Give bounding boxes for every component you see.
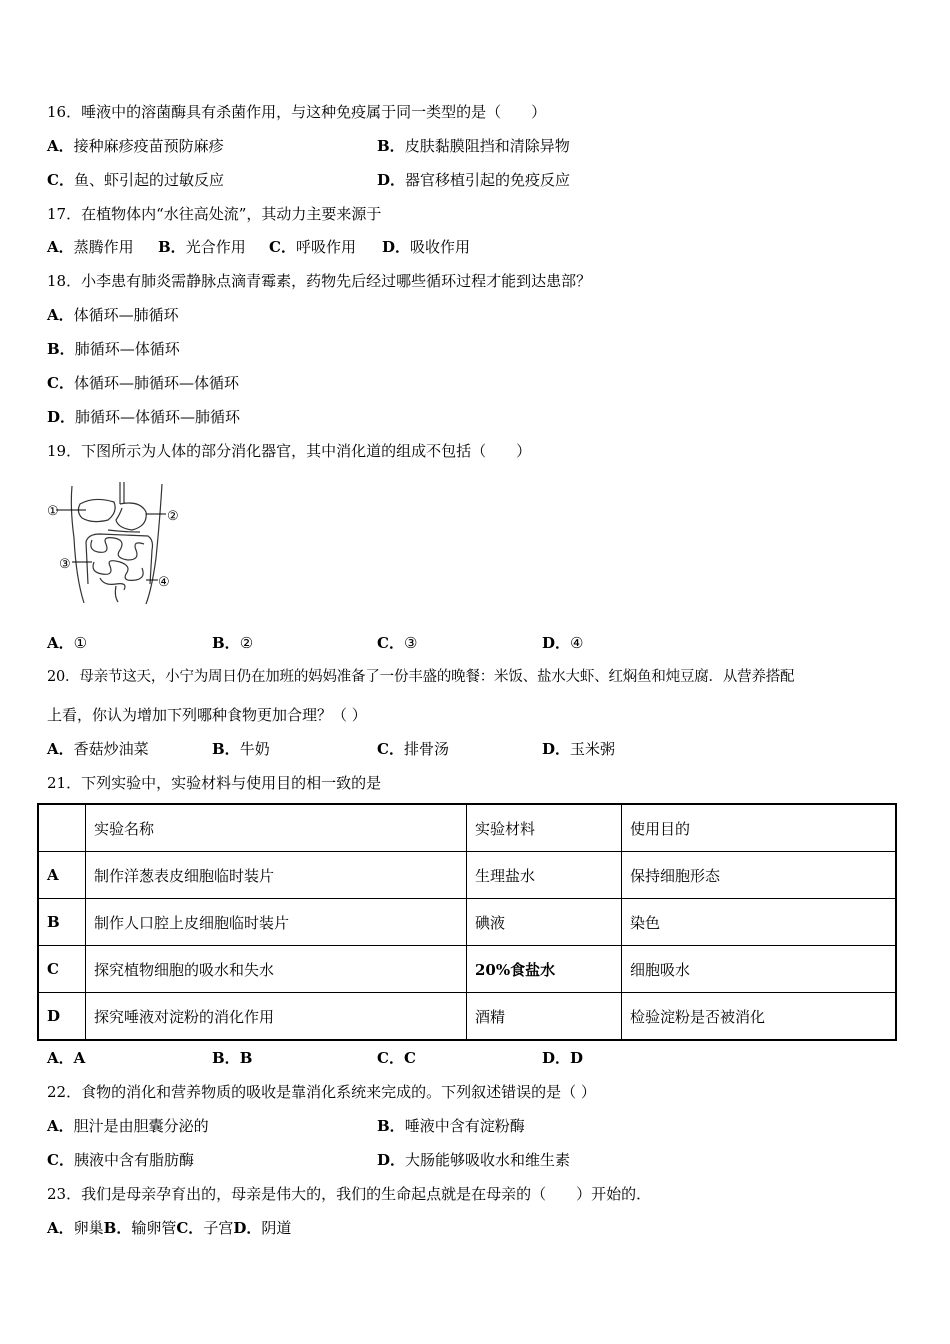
q22-option-c: C．胰液中含有脂肪酶 <box>47 1151 194 1169</box>
q16-option-c: C．鱼、虾引起的过敏反应 <box>47 171 224 189</box>
table-cell: A <box>38 852 86 899</box>
q17-option-c: C．呼吸作用 <box>269 238 356 256</box>
q21-option-b: B．B <box>212 1049 253 1067</box>
q18-option-c: C．体循环—肺循环—体循环 <box>47 374 239 392</box>
table-cell: 染色 <box>622 899 897 946</box>
q17-stem: 17．在植物体内“水往高处流”，其动力主要来源于 <box>47 205 382 223</box>
q18-option-b: B．肺循环—体循环 <box>47 340 180 358</box>
table-row <box>38 946 896 993</box>
table-header-cell: 使用目的 <box>622 804 897 852</box>
table-row <box>38 993 896 1041</box>
q23-stem: 23．我们是母亲孕育出的，母亲是伟大的，我们的生命起点就是在母亲的（ ）开始的． <box>47 1185 652 1203</box>
q20-option-c: C．排骨汤 <box>377 740 449 758</box>
figure-label-3: ③ <box>59 557 71 572</box>
digestive-system-figure <box>44 478 194 608</box>
q17-option-b: B．光合作用 <box>158 238 246 256</box>
table-cell: 探究唾液对淀粉的消化作用 <box>86 993 467 1041</box>
table-row <box>38 899 896 946</box>
q16-option-a: A．接种麻疹疫苗预防麻疹 <box>47 137 224 155</box>
q17-option-a: A．蒸腾作用 <box>47 238 134 256</box>
figure-label-2: ② <box>167 509 179 524</box>
table-cell: 酒精 <box>467 993 622 1041</box>
table-cell: 保持细胞形态 <box>622 852 897 899</box>
table-cell: 制作人口腔上皮细胞临时装片 <box>86 899 467 946</box>
q21-option-c: C．C <box>377 1049 416 1067</box>
q21-stem: 21．下列实验中，实验材料与使用目的相一致的是 <box>47 774 382 792</box>
q20-option-d: D．玉米粥 <box>542 740 616 758</box>
q19-option-a: A．① <box>47 634 88 652</box>
q20-option-b: B．牛奶 <box>212 740 270 758</box>
q19-stem: 19．下图所示为人体的部分消化器官，其中消化道的组成不包括（ ） <box>47 442 532 460</box>
q22-option-a: A．胆汁是由胆囊分泌的 <box>47 1117 209 1135</box>
table-row <box>38 852 896 899</box>
q19-option-d: D．④ <box>542 634 584 652</box>
q20-option-a: A．香菇炒油菜 <box>47 740 149 758</box>
table-cell: 20%食盐水 <box>467 946 622 993</box>
q19-option-c: C．③ <box>377 634 418 652</box>
figure-label-1: ① <box>47 504 59 519</box>
table-cell: 碘液 <box>467 899 622 946</box>
q21-option-d: D．D <box>542 1049 584 1067</box>
table-cell: B <box>38 899 86 946</box>
table-header-cell: 实验材料 <box>467 804 622 852</box>
q20-stem-line1: 20．母亲节这天，小宁为周日仍在加班的妈妈准备了一份丰盛的晚餐：米饭、盐水大虾、红焖鱼和炖豆腐．从营养搭配 <box>47 669 795 685</box>
q20-stem-line2: 上看，你认为增加下列哪种食物更加合理？（ ） <box>47 706 367 724</box>
table-cell: 检验淀粉是否被消化 <box>622 993 897 1041</box>
table-header-row <box>38 804 896 852</box>
q18-option-a: A．体循环—肺循环 <box>47 306 179 324</box>
table-cell: 制作洋葱表皮细胞临时装片 <box>86 852 467 899</box>
q17-option-d: D．吸收作用 <box>382 238 471 256</box>
q18-stem: 18．小李患有肺炎需静脉点滴青霉素，药物先后经过哪些循环过程才能到达患部？ <box>47 272 592 290</box>
table-header-cell: 实验名称 <box>86 804 467 852</box>
table-cell: 探究植物细胞的吸水和失水 <box>86 946 467 993</box>
table-header-cell <box>38 804 86 852</box>
figure-label-4: ④ <box>158 575 170 590</box>
table-cell: C <box>38 946 86 993</box>
q18-option-d: D．肺循环—体循环—肺循环 <box>47 408 241 426</box>
q21-option-a: A．A <box>47 1049 86 1067</box>
q22-option-b: B．唾液中含有淀粉酶 <box>377 1117 525 1135</box>
q16-option-d: D．器官移植引起的免疫反应 <box>377 171 571 189</box>
q23-options: A．卵巢B．输卵管C．子宫D．阴道 <box>47 1219 292 1237</box>
experiment-table <box>37 803 897 1041</box>
q22-stem: 22．食物的消化和营养物质的吸收是靠消化系统来完成的。下列叙述错误的是（ ） <box>47 1083 596 1101</box>
q16-stem: 16．唾液中的溶菌酶具有杀菌作用，与这种免疫属于同一类型的是（ ） <box>47 103 547 121</box>
table-cell: D <box>38 993 86 1041</box>
q19-option-b: B．② <box>212 634 254 652</box>
q16-option-b: B．皮肤黏膜阻挡和清除异物 <box>377 137 570 155</box>
table-cell: 细胞吸水 <box>622 946 897 993</box>
q22-option-d: D．大肠能够吸收水和维生素 <box>377 1151 571 1169</box>
table-cell: 生理盐水 <box>467 852 622 899</box>
